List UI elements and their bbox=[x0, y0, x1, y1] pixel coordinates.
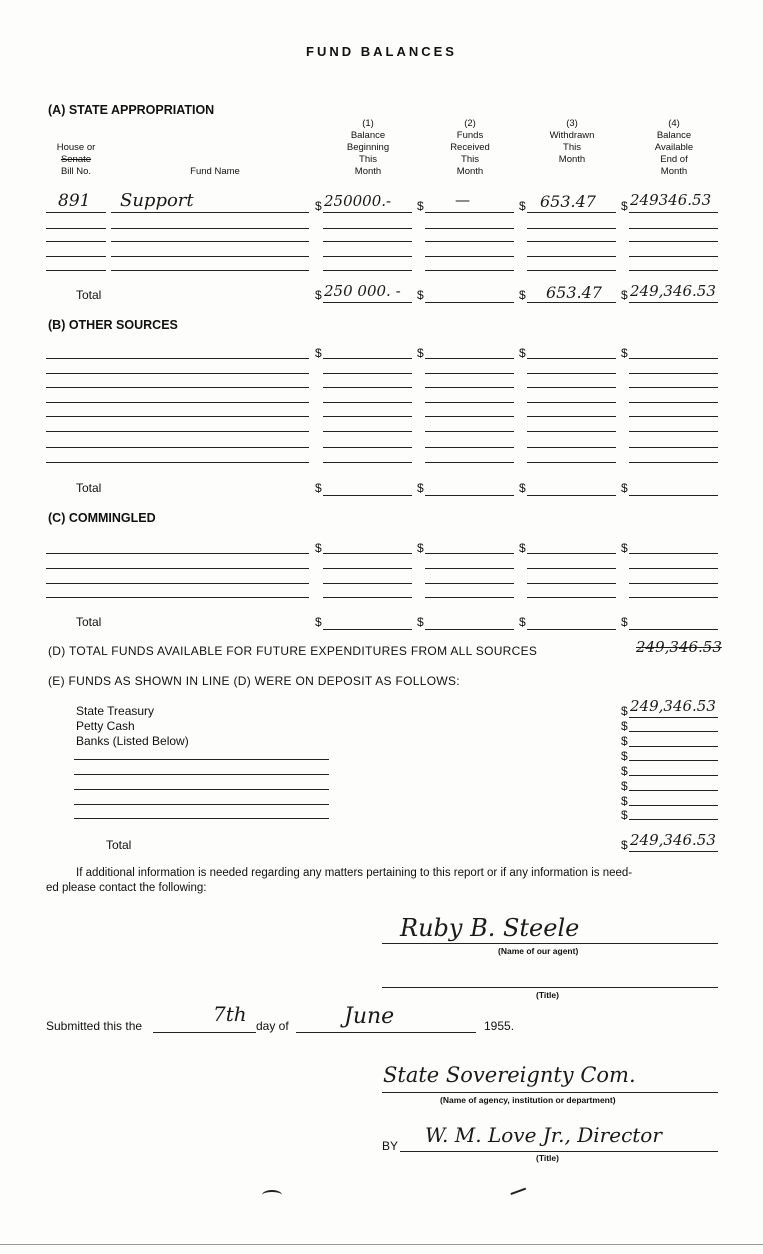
deposit-state-treasury: State Treasury bbox=[76, 704, 155, 718]
dollar-sign: $ bbox=[621, 764, 628, 778]
col-header-bill: House or Senate Bill No. bbox=[56, 142, 96, 177]
agent-signature: Ruby B. Steele bbox=[400, 914, 580, 942]
dollar-sign: $ bbox=[417, 288, 424, 302]
dollar-sign: $ bbox=[315, 615, 322, 629]
submitted-year: 1955. bbox=[484, 1019, 515, 1033]
submitted-month: June bbox=[344, 1004, 395, 1029]
agency-name: State Sovereignty Com. bbox=[383, 1063, 636, 1087]
row-a1-balance-begin: 250000.- bbox=[324, 192, 392, 210]
dollar-sign: $ bbox=[519, 288, 526, 302]
contact-text-line-2: ed please contact the following: bbox=[46, 882, 207, 894]
col-header-fund-name: Fund Name bbox=[190, 166, 240, 177]
submitted-day-of: day of bbox=[256, 1019, 289, 1033]
dollar-sign: $ bbox=[621, 199, 628, 213]
col-header-2: (2) Funds Received This Month bbox=[450, 118, 490, 177]
col-header-4: (4) Balance Available End of Month bbox=[654, 118, 694, 177]
dollar-sign: $ bbox=[315, 541, 322, 555]
dollar-sign: $ bbox=[519, 481, 526, 495]
by-label: BY bbox=[382, 1139, 399, 1153]
line-e-total-value: 249,346.53 bbox=[630, 831, 716, 849]
dollar-sign: $ bbox=[621, 838, 628, 852]
dollar-sign: $ bbox=[621, 346, 628, 360]
dollar-sign: $ bbox=[621, 794, 628, 808]
row-a1-withdrawn: 653.47 bbox=[540, 192, 596, 211]
dollar-sign: $ bbox=[417, 199, 424, 213]
line-e-total-label: Total bbox=[106, 838, 132, 852]
section-c-total-label: Total bbox=[76, 615, 102, 629]
dollar-sign: $ bbox=[621, 779, 628, 793]
dollar-sign: $ bbox=[621, 719, 628, 733]
agency-caption: (Name of agency, institution or department) bbox=[440, 1095, 616, 1105]
dollar-sign: $ bbox=[417, 481, 424, 495]
section-a-total-end: 249,346.53 bbox=[630, 282, 716, 300]
dollar-sign: $ bbox=[417, 541, 424, 555]
dollar-sign: $ bbox=[621, 808, 628, 822]
dollar-sign: $ bbox=[519, 199, 526, 213]
submitted-prefix: Submitted this the bbox=[46, 1019, 143, 1033]
agent-caption: (Name of our agent) bbox=[498, 946, 579, 956]
dollar-sign: $ bbox=[621, 615, 628, 629]
deposit-petty-cash: Petty Cash bbox=[76, 719, 135, 733]
dollar-sign: $ bbox=[621, 288, 628, 302]
dollar-sign: $ bbox=[621, 749, 628, 763]
contact-text-line-1: If additional information is needed regarding any matters pertaining to this report or if any information is need- bbox=[76, 867, 633, 879]
dollar-sign: $ bbox=[315, 346, 322, 360]
line-d-label: (D) TOTAL FUNDS AVAILABLE FOR FUTURE EXPENDITURES FROM ALL SOURCES bbox=[48, 644, 538, 658]
dollar-sign: $ bbox=[315, 288, 322, 302]
dollar-sign: $ bbox=[621, 734, 628, 748]
section-a-total-withdrawn: 653.47 bbox=[546, 283, 602, 302]
row-a1-fund-name: Support bbox=[120, 190, 194, 211]
row-a1-funds-received: — bbox=[455, 191, 470, 209]
submitted-day: 7th bbox=[213, 1002, 247, 1026]
scan-mark bbox=[262, 1190, 282, 1200]
col-header-3: (3) Withdrawn This Month bbox=[549, 118, 595, 165]
row-a1-balance-end: 249346.53 bbox=[630, 191, 712, 209]
agent-title-caption: (Title) bbox=[536, 990, 559, 1000]
director-signature: W. M. Love Jr., Director bbox=[425, 1123, 662, 1147]
state-treasury-value: 249,346.53 bbox=[630, 697, 716, 715]
section-a-heading: (A) STATE APPROPRIATION bbox=[48, 103, 215, 117]
dollar-sign: $ bbox=[519, 541, 526, 555]
section-b-heading: (B) OTHER SOURCES bbox=[48, 318, 178, 332]
dollar-sign: $ bbox=[417, 615, 424, 629]
dollar-sign: $ bbox=[519, 615, 526, 629]
scan-mark bbox=[510, 1188, 529, 1205]
section-b-total-label: Total bbox=[76, 481, 102, 495]
dollar-sign: $ bbox=[315, 199, 322, 213]
page-title: FUND BALANCES bbox=[306, 44, 457, 59]
line-d-value: 249,346.53 bbox=[636, 638, 722, 656]
section-a-total-begin: 250 000. - bbox=[324, 282, 401, 300]
dollar-sign: $ bbox=[417, 346, 424, 360]
line-e-label: (E) FUNDS AS SHOWN IN LINE (D) WERE ON DEPOSIT AS FOLLOWS: bbox=[48, 674, 460, 688]
dollar-sign: $ bbox=[315, 481, 322, 495]
director-title-caption: (Title) bbox=[536, 1153, 559, 1163]
section-a-total-label: Total bbox=[76, 288, 102, 302]
dollar-sign: $ bbox=[519, 346, 526, 360]
dollar-sign: $ bbox=[621, 541, 628, 555]
row-a1-bill-no: 891 bbox=[58, 191, 91, 211]
section-c-heading: (C) COMMINGLED bbox=[48, 511, 156, 525]
col-header-1: (1) Balance Beginning This Month bbox=[346, 118, 390, 177]
deposit-banks: Banks (Listed Below) bbox=[76, 734, 189, 748]
dollar-sign: $ bbox=[621, 481, 628, 495]
dollar-sign: $ bbox=[621, 704, 628, 718]
